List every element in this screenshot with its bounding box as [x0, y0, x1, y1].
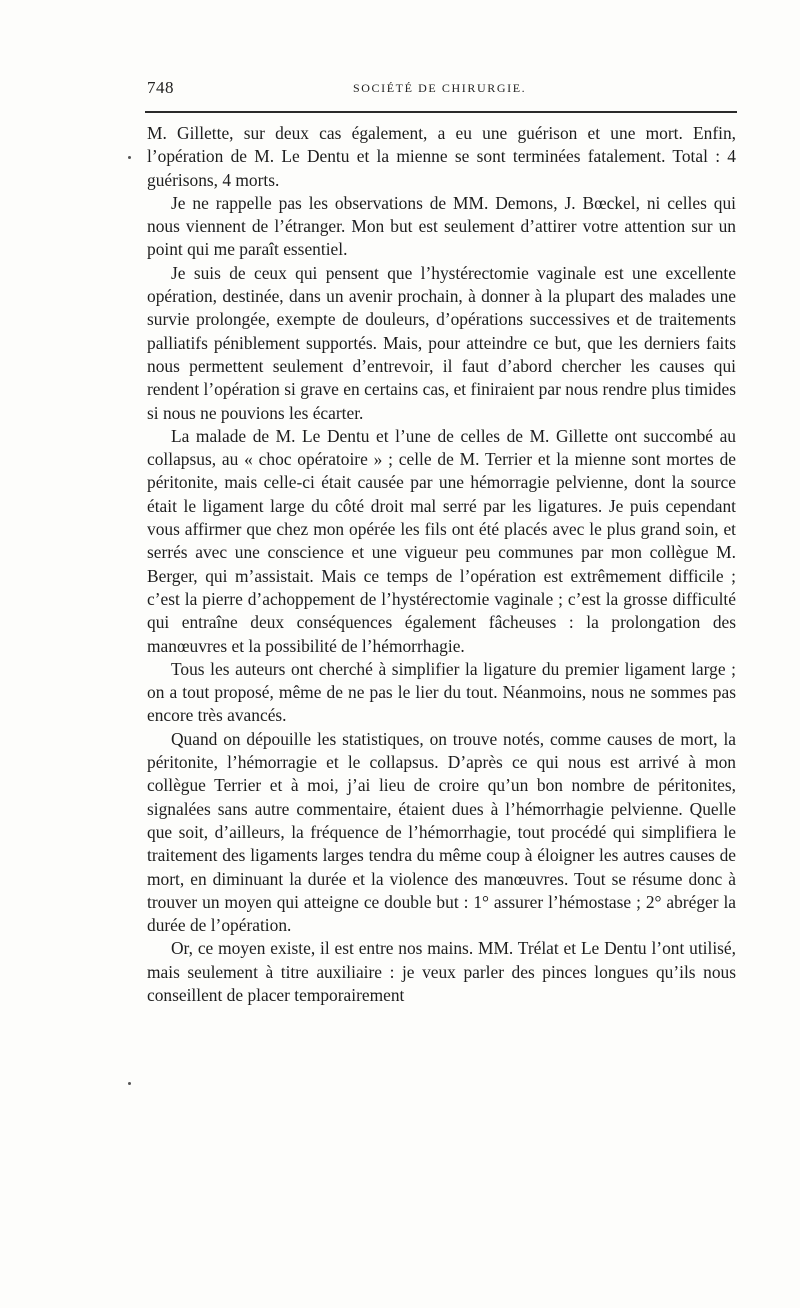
running-head: SOCIÉTÉ DE CHIRURGIE. — [353, 81, 527, 95]
margin-mark — [128, 156, 131, 159]
paragraph: Je ne rappelle pas les observations de MM. Demons, J. Bœckel, ni celles qui nous viennent de l’étranger. Mon but est seulement d’attirer votre attention sur un point qui me paraît essentiel. — [147, 192, 736, 260]
paragraph: Je suis de ceux qui pensent que l’hystérectomie vaginale est une excellente opération, destinée, dans un avenir prochain, à donner à la plupart des malades une survie prolongée, exempte de douleurs, d’opérations successives et de traitements palliatifs péniblement supportés. Mais, pour atteindre ce but, que les derniers faits nous permettent seulement d’entrevoir, il faut d’abord chercher les causes qui rendent l’opération si grave en certains cas, et finiraient par nous rendre plus timides si nous ne pouvions les écarter. — [147, 262, 736, 423]
margin-mark — [128, 1082, 131, 1085]
paragraph: La malade de M. Le Dentu et l’une de celles de M. Gillette ont succombé au collapsus, au « choc opératoire » ; celle de M. Terrier et la mienne sont mortes de péritonite, mais celle-ci était causée par une hémorragie pelvienne, dont la source était le ligament large du côté droit mal serré par les ligatures. Je puis cependant vous affirmer que chez mon opérée les fils ont été placés avec le plus grand soin, et serrés avec une conscience et une vigueur peu communes par mon collègue M. Berger, qui m’assistait. Mais ce temps de l’opération est extrêmement difficile ; c’est la pierre d’achoppement de l’hystérectomie vaginale ; c’est la grosse difficulté qui entraîne deux conséquences également fâcheuses : la prolongation des manœuvres et la possibilité de l’hémorrhagie. — [147, 425, 736, 656]
paragraph: Or, ce moyen existe, il est entre nos mains. MM. Trélat et Le Dentu l’ont utilisé, mais seulement à titre auxiliaire : je veux parler des pinces longues qu’ils nous conseillent de placer temporairement — [147, 938, 736, 1005]
paragraph: Tous les auteurs ont cherché à simplifier la ligature du premier ligament large ; on a tout proposé, même de ne pas le lier du tout. Néanmoins, nous ne sommes pas encore très avancés. — [147, 658, 736, 726]
page-header — [147, 78, 736, 102]
page-number: 748 — [147, 78, 174, 97]
header-rule — [145, 111, 737, 113]
body-text — [147, 122, 736, 1007]
paragraph: Quand on dépouille les statistiques, on trouve notés, comme causes de mort, la péritonite, l’hémorragie et le collapsus. D’après ce qui nous est arrivé à mon collègue Terrier et à moi, j’ai lieu de croire qu’un bon nombre de péritonites, signalées sans autre commentaire, étaient dues à l’hémorrhagie pelvienne. Quelle que soit, d’ailleurs, la fréquence de l’hémorrhagie, tout procédé qui simplifiera le traitement des ligaments larges tendra du même coup à éloigner les autres causes de mort, en diminuant la durée et la violence des manœuvres. Tout se résume donc à trouver un moyen qui atteigne ce double but : 1° assurer l’hémostase ; 2° abréger la durée de l’opération. — [147, 728, 736, 936]
paragraph: M. Gillette, sur deux cas également, a eu une guérison et une mort. Enfin, l’opération de M. Le Dentu et la mienne se sont terminées fatalement. Total : 4 guérisons, 4 morts. — [147, 123, 736, 190]
